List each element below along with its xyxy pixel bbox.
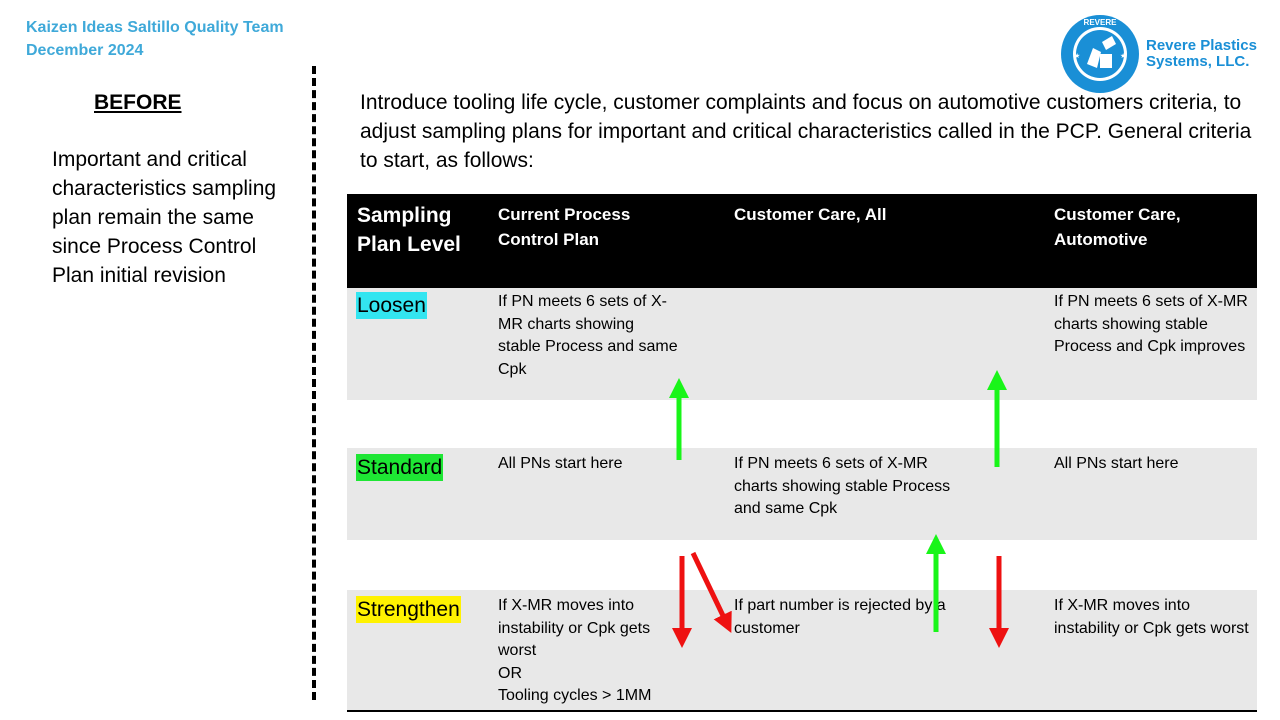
- header-current-process-control-plan: Current Process Control Plan: [498, 205, 631, 249]
- logo-ring-text: REVERE: [1083, 18, 1117, 27]
- table-bottom-rule: [347, 710, 1257, 712]
- standard-current-cell: All PNs start here: [498, 455, 623, 472]
- header-sampling-plan-level: Sampling Plan Level: [357, 204, 461, 256]
- report-date: December 2024: [26, 42, 144, 59]
- team-name: Kaizen Ideas Saltillo Quality Team: [26, 19, 284, 36]
- before-heading: BEFORE: [94, 91, 182, 114]
- standard-care-auto-cell: All PNs start here: [1054, 455, 1179, 472]
- svg-text:★: ★: [1120, 53, 1127, 60]
- team-title-block: [26, 16, 284, 62]
- standard-care-all-cell: If PN meets 6 sets of X-MR charts showing stable Process and same Cpk: [734, 455, 951, 517]
- svg-text:★: ★: [1074, 53, 1081, 60]
- level-standard: Standard: [357, 456, 443, 479]
- strengthen-current-line: worst: [498, 642, 537, 659]
- before-description: Important and critical characteristics sampling plan remain the same since Process Control Plan initial revision: [52, 148, 277, 287]
- strengthen-care-all-cell: If part number is rejected by a customer: [734, 597, 946, 637]
- intro-paragraph: Introduce tooling life cycle, customer complaints and focus on automotive customers criteria, to adjust sampling plans for important and critical characteristics called in the PCP. General criteria to start, as follows:: [360, 91, 1252, 172]
- strengthen-care-auto-cell: If X-MR moves into instability or Cpk gets worst: [1054, 597, 1249, 637]
- level-strengthen: Strengthen: [357, 598, 460, 621]
- loosen-current-cell: If PN meets 6 sets of X-MR charts showing stable Process and same Cpk: [498, 293, 678, 378]
- company-name-line1: Revere Plastics: [1146, 37, 1257, 54]
- level-loosen: Loosen: [357, 294, 426, 317]
- company-name-line2: Systems, LLC.: [1146, 53, 1250, 70]
- header-customer-care-automotive: Customer Care, Automotive: [1054, 205, 1181, 249]
- strengthen-current-line: If X-MR moves into: [498, 597, 635, 614]
- revere-seal-icon: [1060, 14, 1140, 94]
- company-logo: [1060, 14, 1260, 94]
- header-customer-care-all: Customer Care, All: [734, 205, 887, 224]
- strengthen-current-line: Tooling cycles > 1MM: [498, 687, 652, 704]
- strengthen-current-cell: [498, 595, 698, 708]
- strengthen-current-line: instability or Cpk gets: [498, 619, 651, 637]
- strengthen-current-or: OR: [498, 664, 522, 682]
- loosen-care-auto-cell: If PN meets 6 sets of X-MR charts showing stable Process and Cpk improves: [1054, 293, 1248, 355]
- section-divider: [312, 66, 316, 700]
- company-name: [1146, 38, 1257, 70]
